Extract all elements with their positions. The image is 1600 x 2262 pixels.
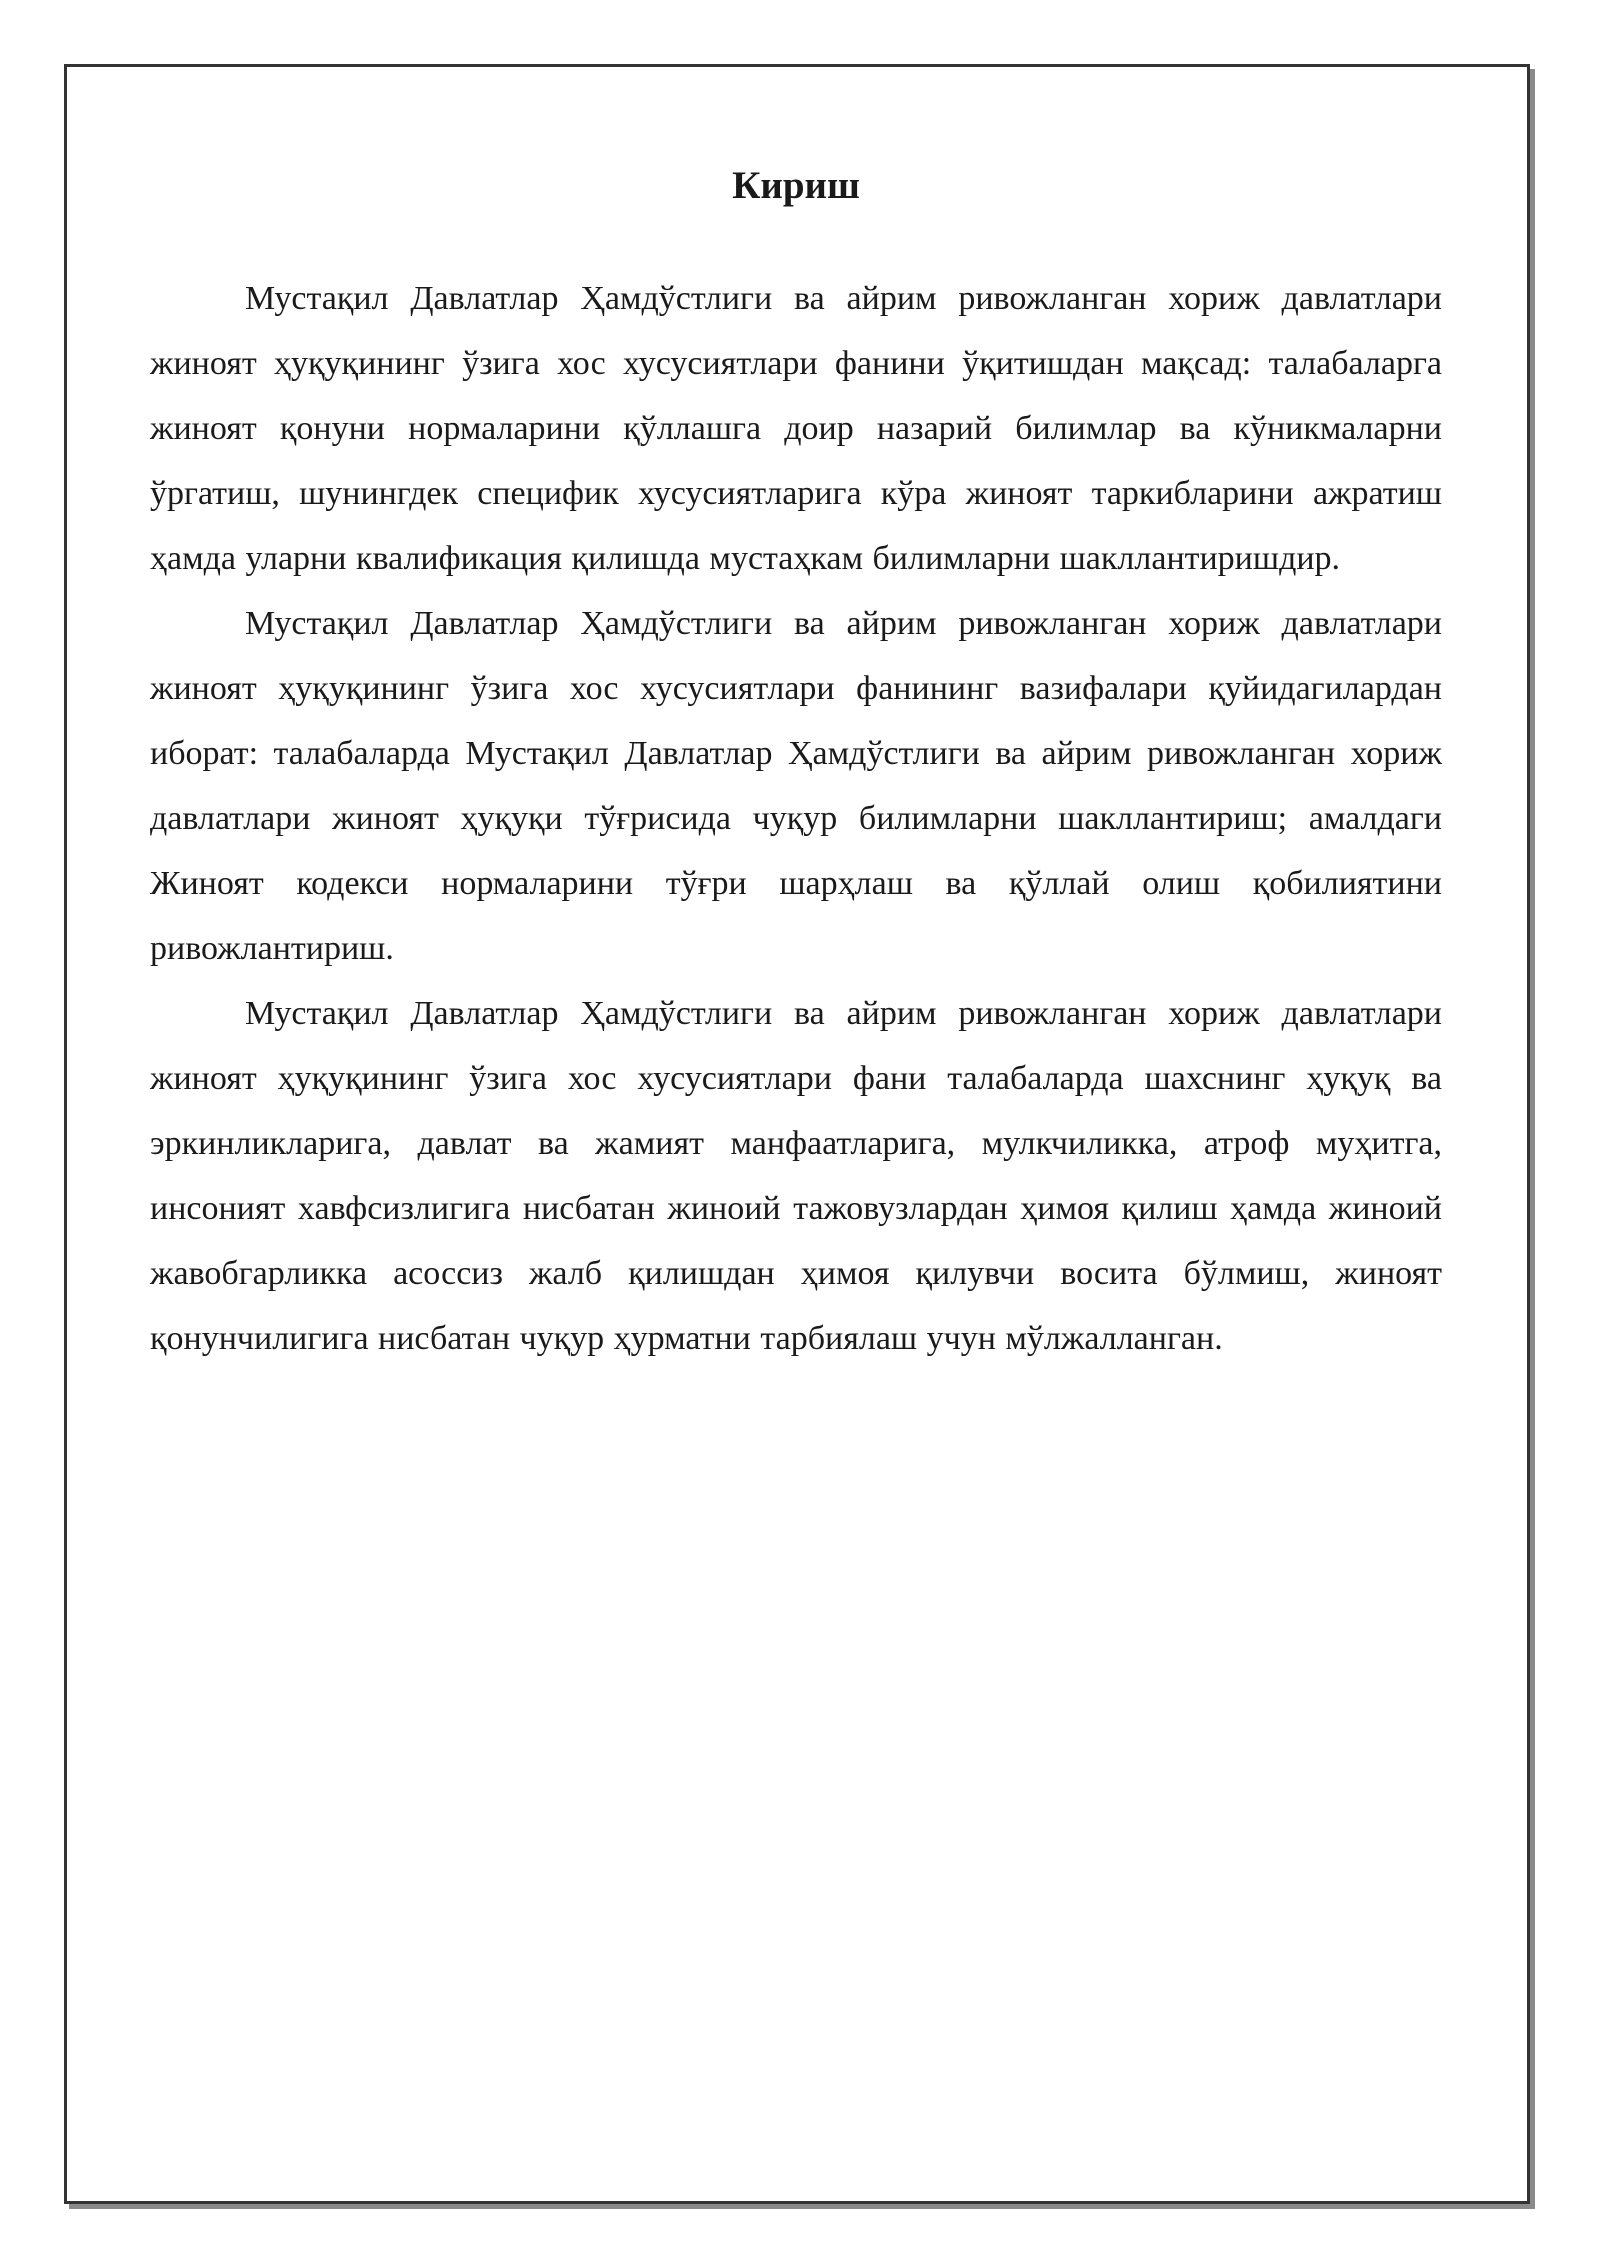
paragraph-purpose: Мустақил Давлатлар Ҳамдўстлиги ва айрим ривожланган хориж давлатлари жиноят ҳуқуқининг ўзига хос хусусиятлари фани талабаларда шахснинг ҳуқуқ ва эркинликларига, давлат ва жамият манфаатларига, мулкчиликка, атроф муҳитга, инсоният хавфсизлигига нисбатан жиноий тажовузлардан ҳимоя қилиш ҳамда жиноий жавобгарликка асоссиз жалб қилишдан ҳимоя қилувчи восита бўлмиш, жиноят қонунчилигига нисбатан чуқур ҳурматни тарбиялаш учун мўлжалланган.: [150, 995, 1442, 1357]
paragraph-tasks: Мустақил Давлатлар Ҳамдўстлиги ва айрим ривожланган хориж давлатлари жиноят ҳуқуқининг ўзига хос хусусиятлари фанининг вазифалари қуйидагилардан иборат: талабаларда Мустақил Давлатлар Ҳамдўстлиги ва айрим ривожланган хориж давлатлари жиноят ҳуқуқи тўғрисида чуқур билимларни шакллантириш; амалдаги Жиноят кодекси нормаларини тўғри шарҳлаш ва қўллай олиш қобилиятини ривожлантириш.: [150, 605, 1442, 967]
page-title: Кириш: [732, 164, 860, 207]
paragraph-goal: Мустақил Давлатлар Ҳамдўстлиги ва айрим ривожланган хориж давлатлари жиноят ҳуқуқининг ўзига хос хусусиятлари фанини ўқитишдан мақсад: талабаларга жиноят қонуни нормаларини қўллашга доир назарий билимлар ва кўникмаларни ўргатиш, шунингдек специфик хусусиятларига кўра жиноят таркибларини ажратиш ҳамда уларни квалификация қилишда мустаҳкам билимларни шакллантиришдир.: [150, 280, 1442, 577]
document-body: [150, 160, 1442, 1371]
